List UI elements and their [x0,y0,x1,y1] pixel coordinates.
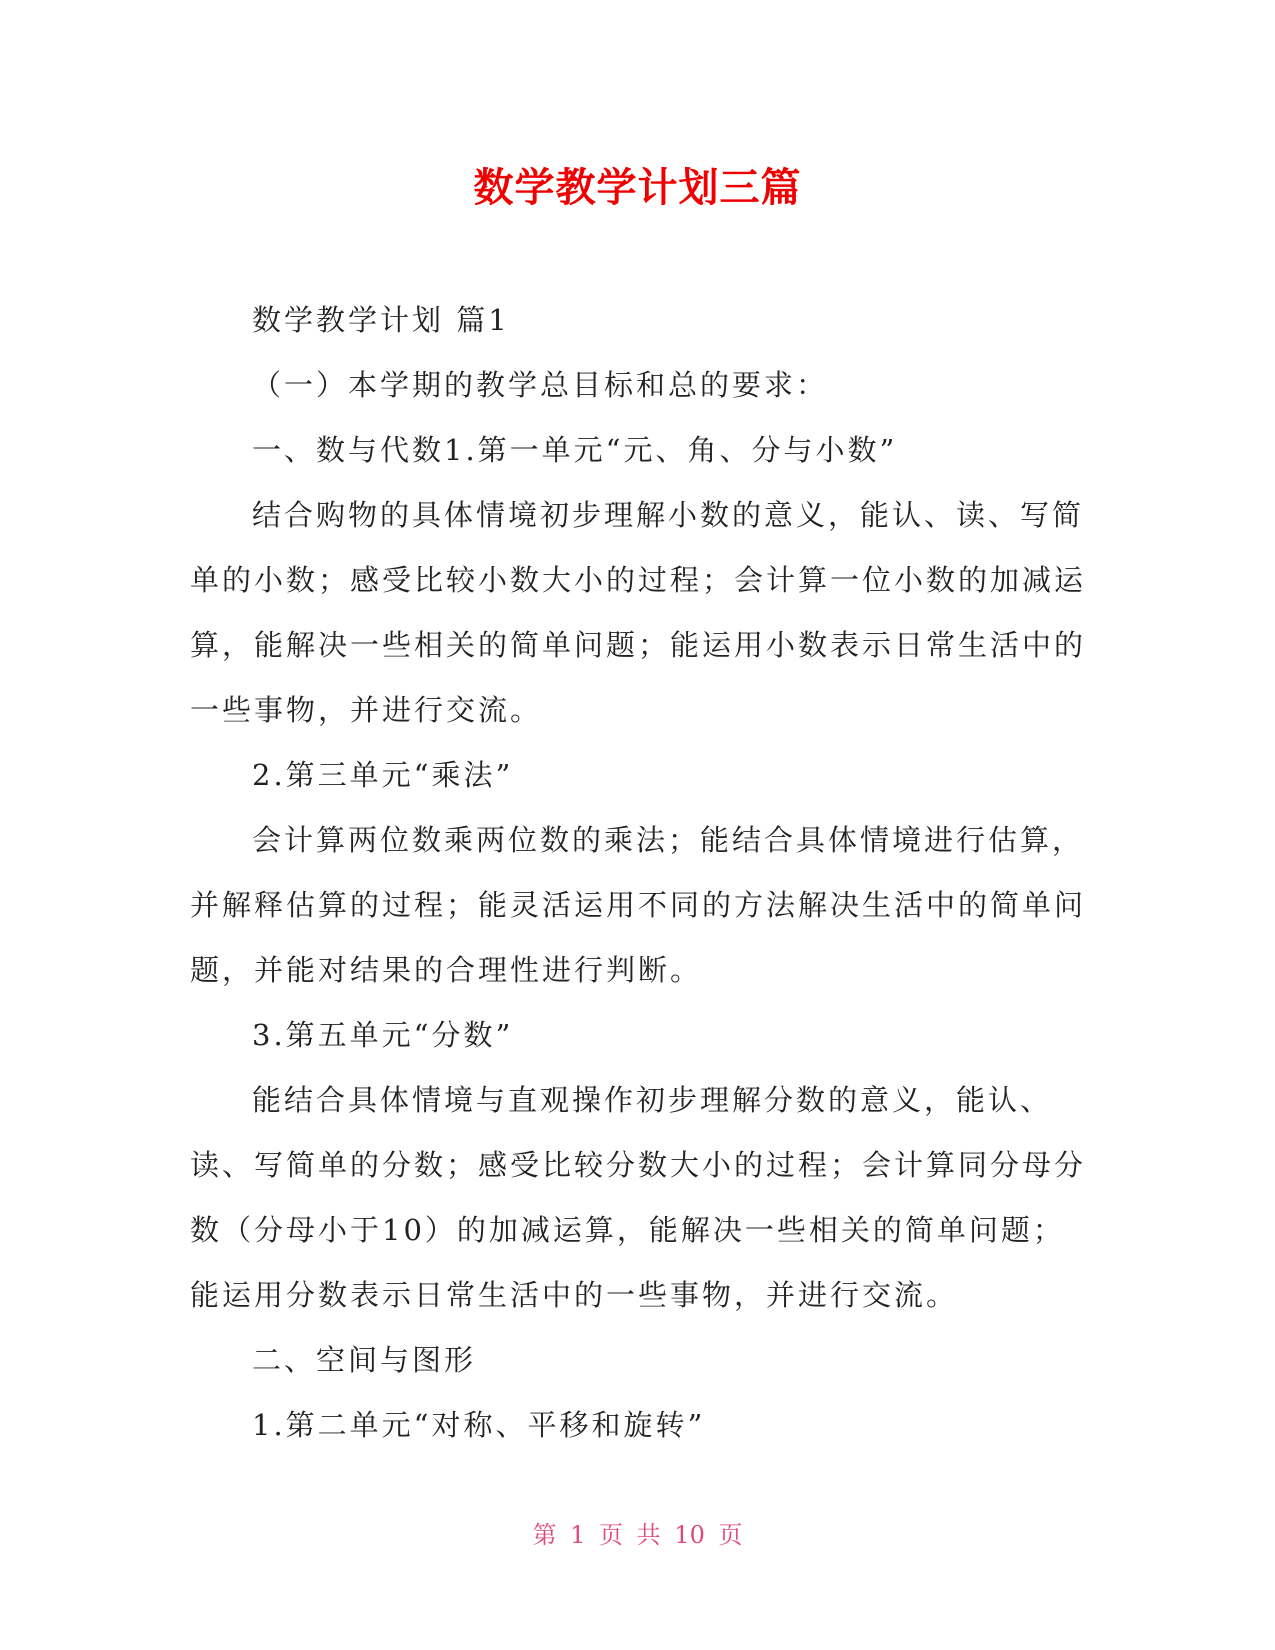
paragraph: 结合购物的具体情境初步理解小数的意义，能认、读、写简单的小数；感受比较小数大小的过程；会计算一位小数的加减运算，能解决一些相关的简单问题；能运用小数表示日常生活中的一些事物，并进行交流。 [190,498,1087,727]
page-number-footer: 第 1 页 共 10 页 [532,1521,743,1549]
paragraph: 能结合具体情境与直观操作初步理解分数的意义，能认、读、写简单的分数；感受比较分数大小的过程；会计算同分母分数（分母小于10）的加减运算，能解决一些相关的简单问题；能运用分数表示日常生活中的一些事物，并进行交流。 [190,1083,1087,1312]
document-body [190,288,1090,1458]
paragraph: 二、空间与图形 [252,1343,477,1377]
paragraph: 2.第三单元“乘法” [252,758,514,792]
paragraph: 会计算两位数乘两位数的乘法；能结合具体情境进行估算，并解释估算的过程；能灵活运用不同的方法解决生活中的简单问题，并能对结果的合理性进行判断。 [190,823,1087,987]
paragraph: （一）本学期的教学总目标和总的要求： [252,368,829,402]
paragraph: 3.第五单元“分数” [252,1018,514,1052]
paragraph: 一、数与代数1.第一单元“元、角、分与小数” [252,433,898,467]
document-title: 数学教学计划三篇 [473,165,802,211]
section-heading: 数学教学计划 篇1 [252,303,510,337]
paragraph: 1.第二单元“对称、平移和旋转” [252,1408,706,1442]
